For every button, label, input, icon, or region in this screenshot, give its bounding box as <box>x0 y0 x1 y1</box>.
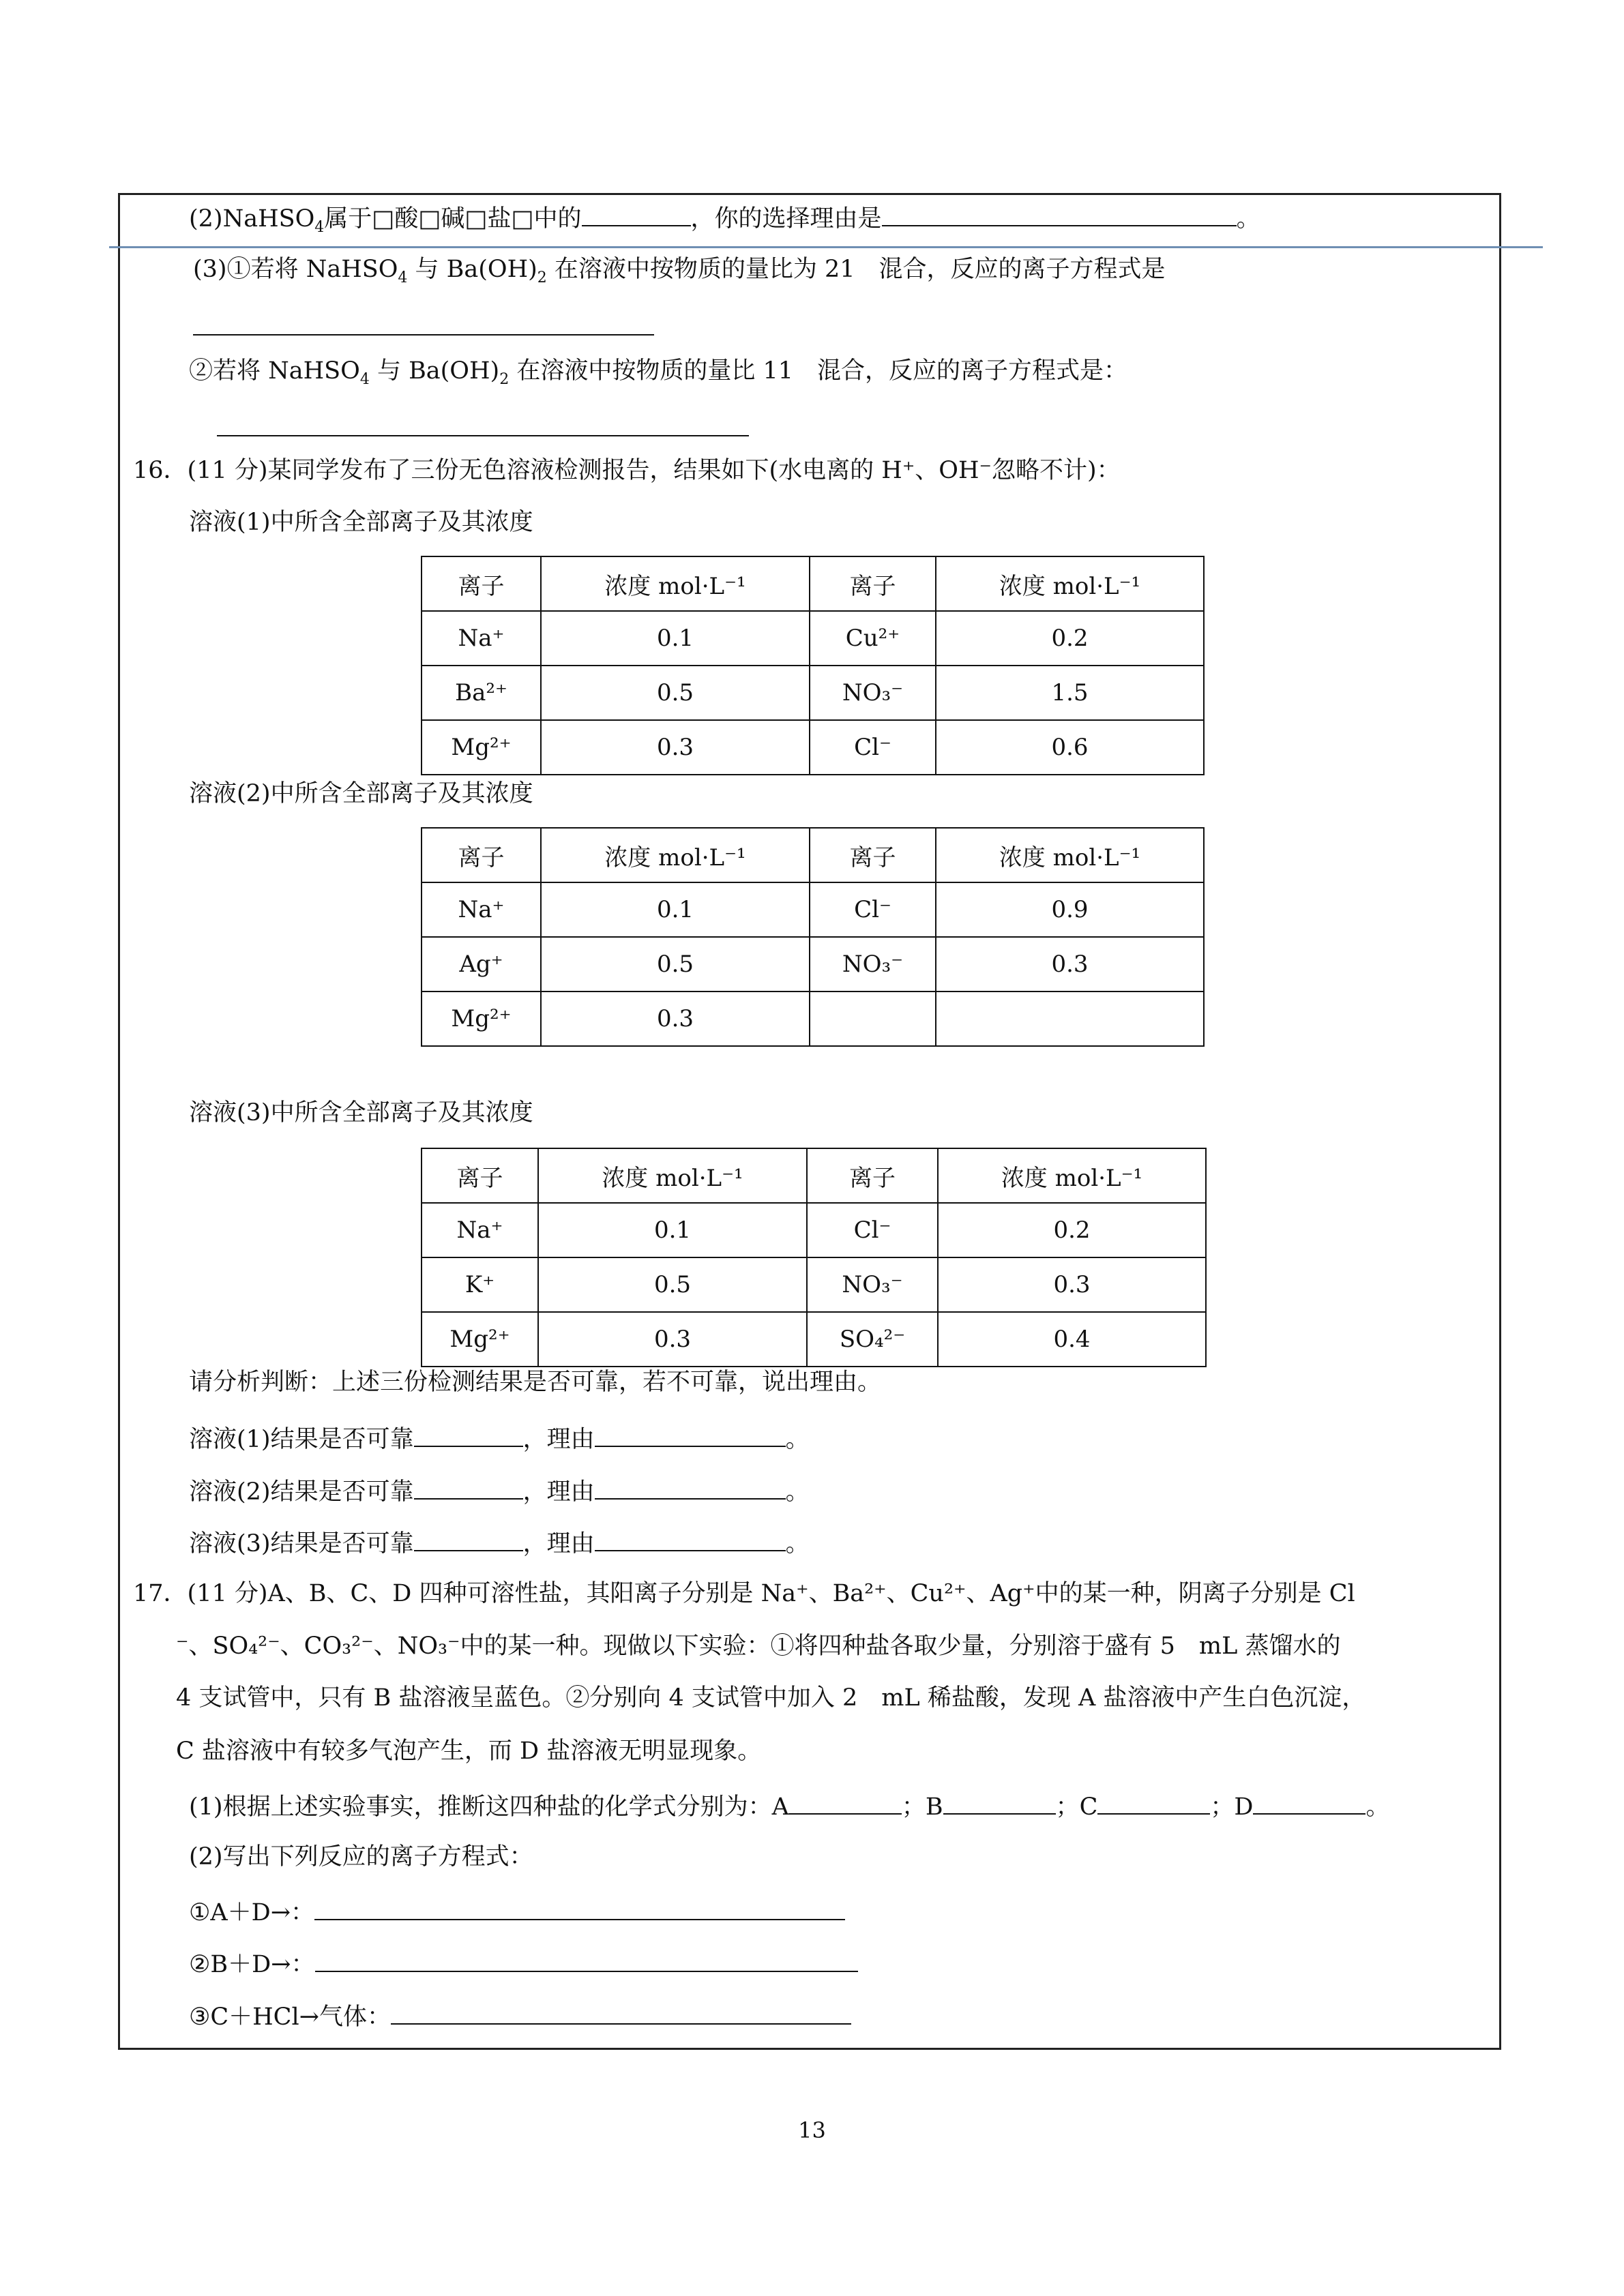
header-conc: 浓度 mol·L⁻¹ <box>538 1148 807 1203</box>
q17-part1: (1)根据上述实验事实，推断这四种盐的化学式分别为：A ；B ；C ；D 。 <box>189 1787 1389 1823</box>
q15-part3-2: ②若将 NaHSO$_4$ 与 $Ba(OH)_2$ 在溶液中按物质的量比 11 混合，反应的离子方程式是： <box>189 357 1127 388</box>
answer-blank[interactable] <box>1097 1787 1210 1815</box>
ion-table-1 <box>421 556 1205 775</box>
answer-line[interactable] <box>217 435 749 436</box>
sol1-title: 溶液(1)中所含全部离子及其浓度 <box>189 509 533 536</box>
q17-line-3: 4 支试管中，只有 B 盐溶液呈蓝色。②分别向 4 支试管中加入 2 mL 稀盐酸，发现 A 盐溶液中产生白色沉淀， <box>176 1684 1366 1712</box>
q17-part2: (2)写出下列反应的离子方程式： <box>189 1843 533 1870</box>
header-ion: 离子 <box>422 828 541 882</box>
ion-table-3 <box>421 1148 1207 1367</box>
q17-line-4: C 盐溶液中有较多气泡产生，而 D 盐溶液无明显现象。 <box>176 1738 762 1765</box>
header-ion: 离子 <box>422 556 541 611</box>
q15-part3-1: (3)①若将 NaHSO$_4$ 与 $Ba(OH)_2$ 在溶液中按物质的量比为 21 混合，反应的离子方程式是 <box>193 256 1166 286</box>
answer-line[interactable] <box>193 334 654 336</box>
q17-eq2: ②B＋D→： <box>189 1945 858 1981</box>
header-conc: 浓度 mol·L⁻¹ <box>541 556 810 611</box>
header-ion: 离子 <box>422 1148 538 1203</box>
sol2-title: 溶液(2)中所含全部离子及其浓度 <box>189 780 533 807</box>
header-conc: 浓度 mol·L⁻¹ <box>936 556 1204 611</box>
table-row: Na⁺ 0.1 Cu²⁺ 0.2 <box>422 611 1204 666</box>
answer-blank[interactable] <box>1253 1787 1365 1815</box>
header-rule <box>109 246 1543 248</box>
q16-intro: 16．(11 分)某同学发布了三份无色溶液检测报告，结果如下(水电离的 H⁺、OH⁻忽略不计)： <box>133 457 1121 484</box>
q17-line-1: 17．(11 分)A、B、C、D 四种可溶性盐，其阳离子分别是 Na⁺、Ba²⁺、Cu²⁺、Ag⁺中的某一种，阴离子分别是 Cl <box>133 1580 1355 1607</box>
q16-ask: 请分析判断：上述三份检测结果是否可靠，若不可靠，说出理由。 <box>189 1369 882 1396</box>
q16-answer-1: 溶液(1)结果是否可靠 ，理由 。 <box>189 1420 810 1456</box>
q15-part2: (2)NaHSO$_4$属于□酸□碱□盐□中的 ，你的选择理由是 。 <box>189 199 1260 244</box>
header-conc: 浓度 mol·L⁻¹ <box>936 828 1204 882</box>
header-ion: 离子 <box>810 828 936 882</box>
header-ion: 离子 <box>810 556 936 611</box>
answer-blank[interactable] <box>414 1524 523 1551</box>
answer-blank[interactable] <box>314 1893 845 1920</box>
answer-blank[interactable] <box>789 1787 902 1815</box>
answer-blank[interactable] <box>595 1472 786 1500</box>
answer-blank[interactable] <box>595 1420 786 1447</box>
table-row: Mg²⁺ 0.3 <box>422 992 1204 1046</box>
header-conc: 浓度 mol·L⁻¹ <box>938 1148 1206 1203</box>
table-row: Mg²⁺ 0.3 SO₄²⁻ 0.4 <box>422 1312 1206 1367</box>
header-conc: 浓度 mol·L⁻¹ <box>541 828 810 882</box>
q17-line-2: ⁻、SO₄²⁻、CO₃²⁻、NO₃⁻中的某一种。现做以下实验：①将四种盐各取少量，分别溶于盛有 5 mL 蒸馏水的 <box>176 1632 1341 1660</box>
table-row: Mg²⁺ 0.3 Cl⁻ 0.6 <box>422 720 1204 775</box>
q16-answer-2: 溶液(2)结果是否可靠 ，理由 。 <box>189 1472 810 1508</box>
ion-table-2 <box>421 827 1205 1047</box>
q16-answer-3: 溶液(3)结果是否可靠 ，理由 。 <box>189 1524 810 1560</box>
q17-eq3: ③C＋HCl→气体： <box>189 1997 851 2033</box>
answer-blank[interactable] <box>391 1997 851 2025</box>
table-row: Na⁺ 0.1 Cl⁻ 0.9 <box>422 882 1204 937</box>
answer-blank[interactable] <box>414 1472 523 1500</box>
answer-blank[interactable] <box>882 199 1237 226</box>
table-row: Ag⁺ 0.5 NO₃⁻ 0.3 <box>422 937 1204 992</box>
answer-blank[interactable] <box>595 1524 786 1551</box>
answer-blank[interactable] <box>315 1945 858 1972</box>
table-row: Na⁺ 0.1 Cl⁻ 0.2 <box>422 1203 1206 1257</box>
header-ion: 离子 <box>807 1148 938 1203</box>
answer-blank[interactable] <box>582 199 691 226</box>
table-row: Ba²⁺ 0.5 NO₃⁻ 1.5 <box>422 666 1204 720</box>
table-row: K⁺ 0.5 NO₃⁻ 0.3 <box>422 1257 1206 1312</box>
page-number: 13 <box>798 2117 826 2143</box>
sol3-title: 溶液(3)中所含全部离子及其浓度 <box>189 1099 533 1127</box>
q17-eq1: ①A＋D→： <box>189 1893 845 1929</box>
answer-blank[interactable] <box>943 1787 1056 1815</box>
answer-blank[interactable] <box>414 1420 523 1447</box>
